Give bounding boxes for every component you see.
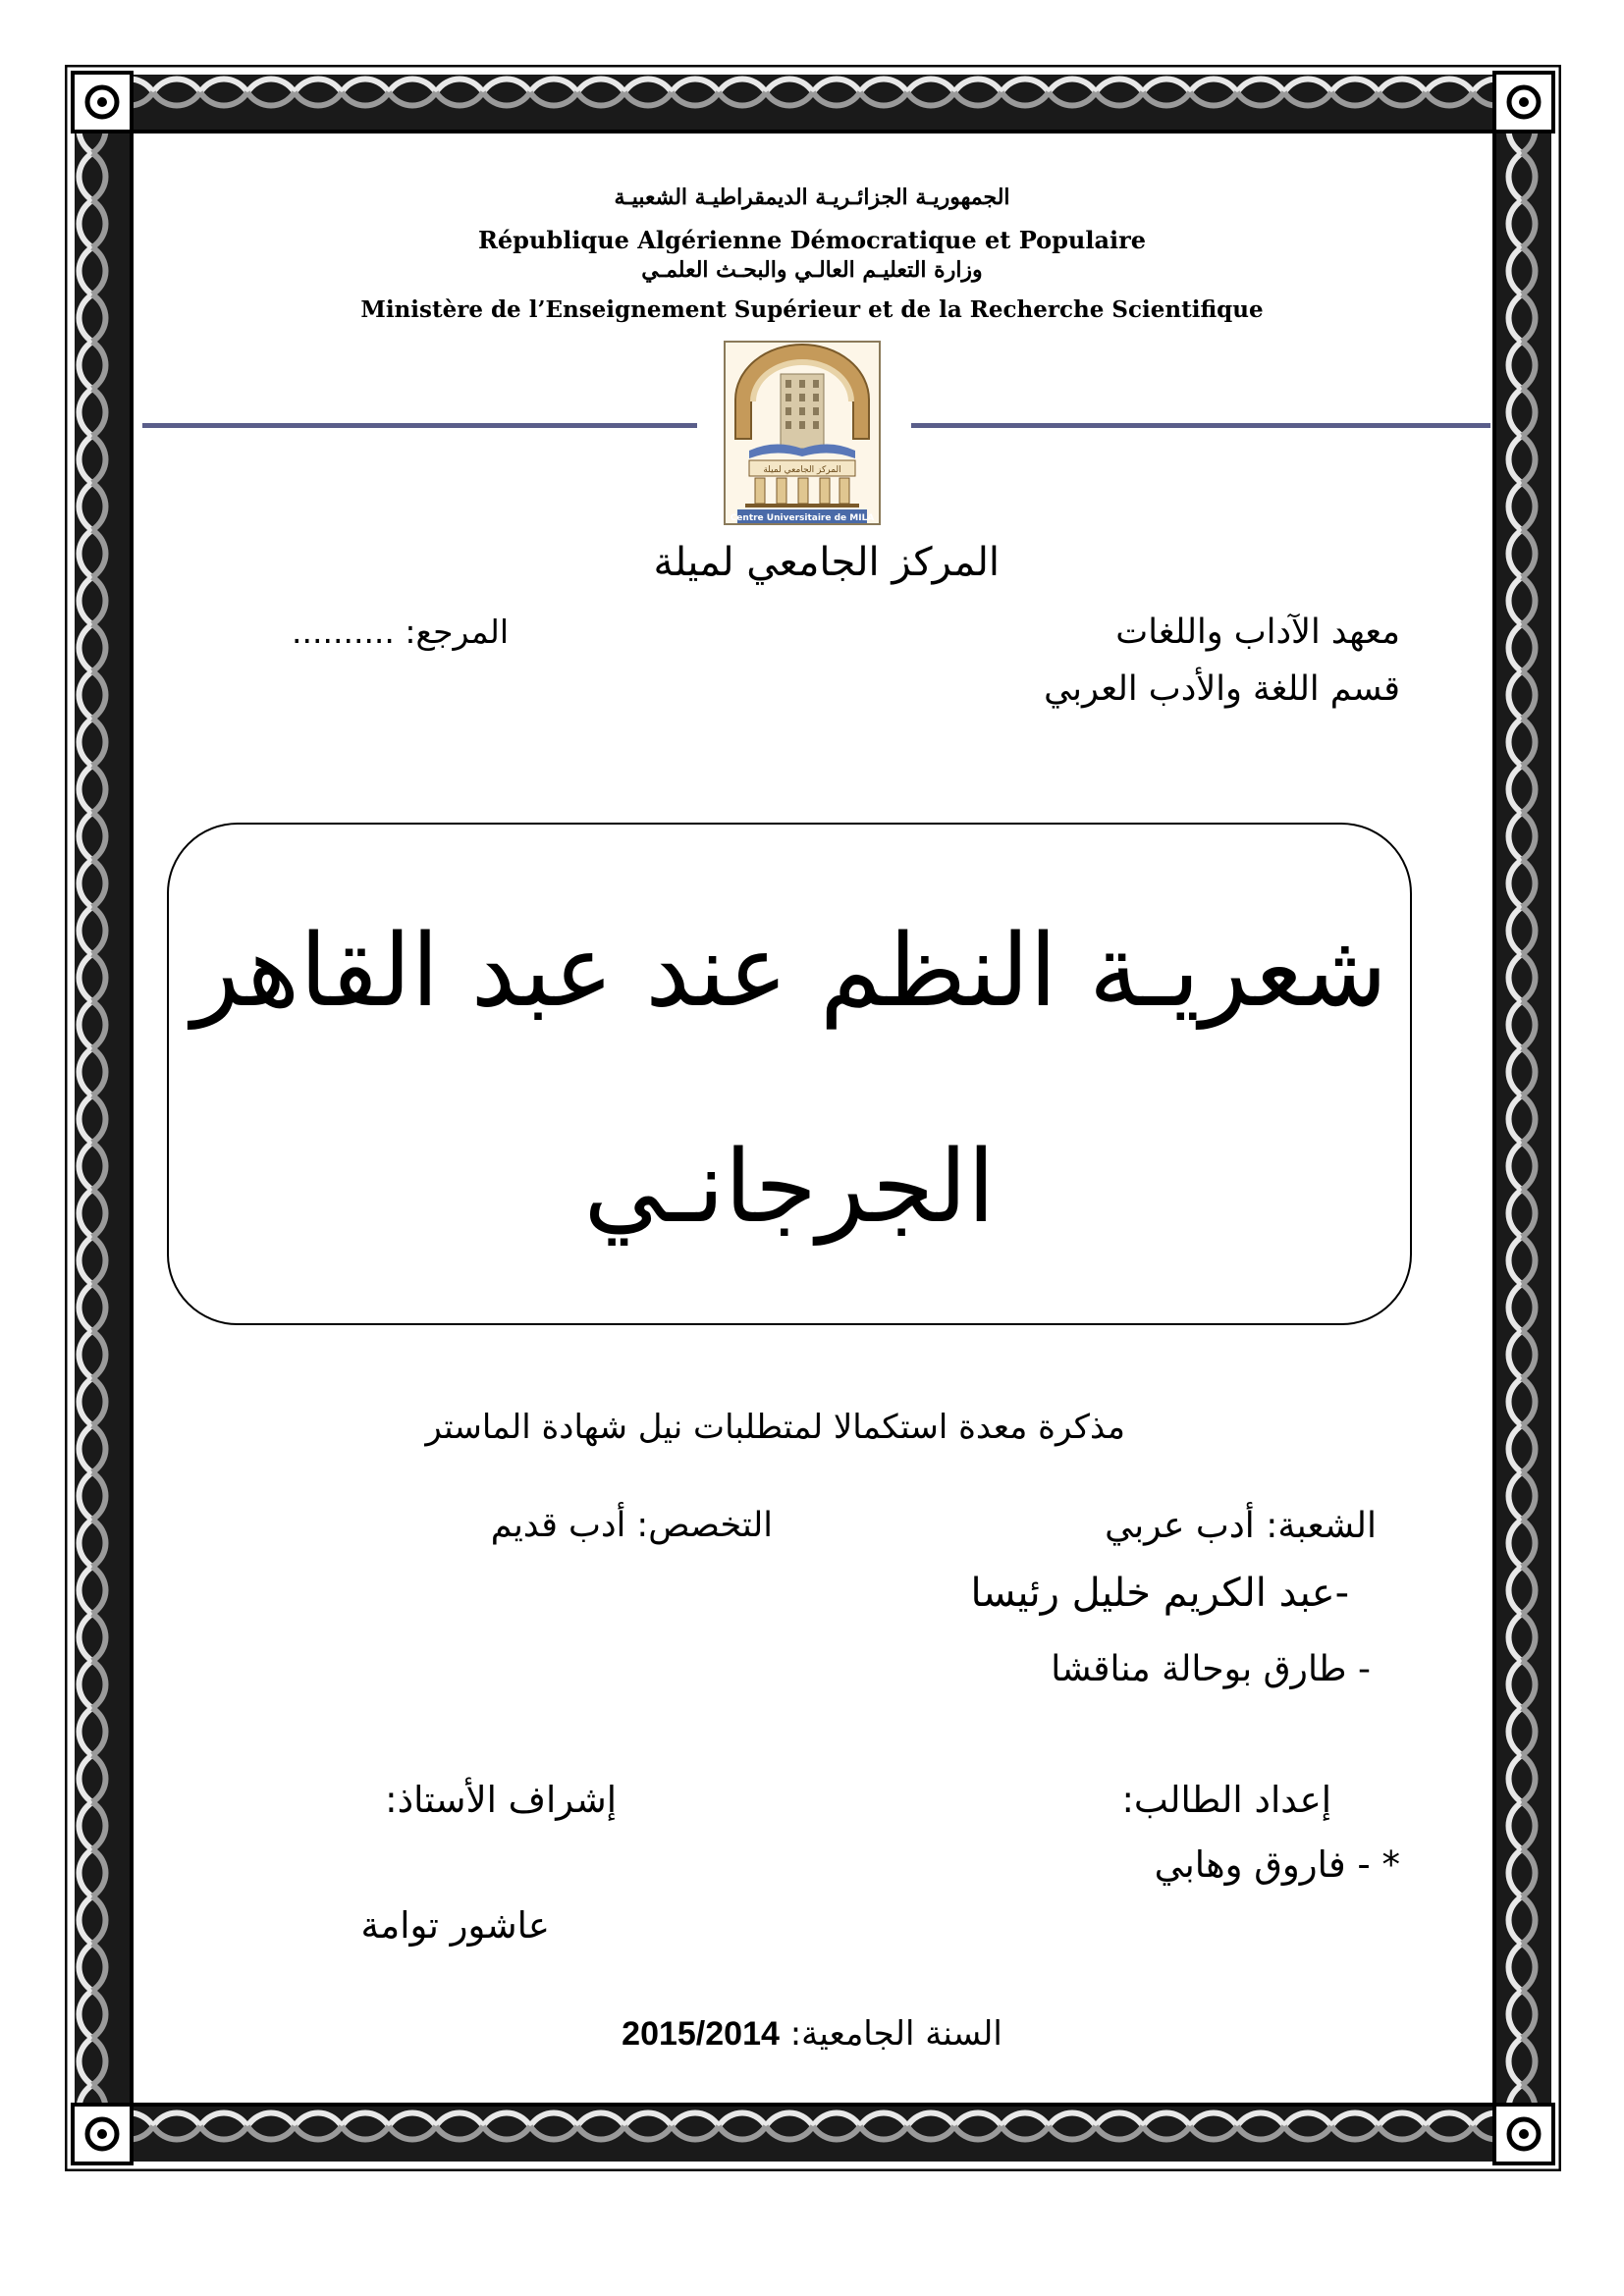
header-fr-republic: République Algérienne Démocratique et Populaire [477,226,1147,254]
header-rule-right [911,423,1490,428]
academic-year-label: السنة الجامعية: [789,2014,1002,2054]
reference-number: المرجع: .......... [292,613,509,651]
header-ar-republic: الجمهوريـة الجزائـريـة الديمقراطيـة الشعبيـة [614,185,1010,210]
academic-year-value: 2015/2014 [622,2015,780,2053]
student-name: * - فاروق وهابي [1154,1843,1400,1886]
memo-purpose: مذكرة معدة استكمالا لمتطلبات نيل شهادة الماستر [425,1408,1125,1447]
header-fr-ministry: Ministère de l’Enseignement Supérieur et de la Recherche Scientifique [360,296,1264,323]
university-logo [724,341,881,525]
committee-member-president: -عبد الكريم خليل رئيسا [970,1571,1349,1616]
supervisor-name: عاشور توامة [360,1904,550,1947]
building-icon [724,341,881,525]
institution-center: المركز الجامعي لميلة [653,540,1000,585]
thesis-title-line1: شعريـة النظم عند عبد القاهر [191,913,1387,1030]
memo-specialty: التخصص: أدب قديم [490,1506,773,1545]
academic-year [0,2014,1624,2054]
thesis-title-line2: الجرجانـي [583,1129,996,1246]
header-rule-left [142,423,697,428]
logo-sign-text: المركز الجامعي لميلة [763,465,841,475]
header-ar-ministry: وزارة التعليـم العالـي والبحـث العلمـي [641,257,983,283]
institution-institute: معهد الآداب واللغات [1115,613,1400,652]
logo-caption: Centre Universitaire de MILA [730,513,875,523]
committee-member-examiner: - طارق بوحالة مناقشا [1051,1649,1371,1689]
supervisor-label: إشراف الأستاذ: [385,1779,617,1821]
institution-department: قسم اللغة والأدب العربي [1044,669,1400,709]
student-label: إعداد الطالب: [1121,1779,1331,1821]
memo-branch: الشعبة: أدب عربي [1105,1506,1377,1546]
